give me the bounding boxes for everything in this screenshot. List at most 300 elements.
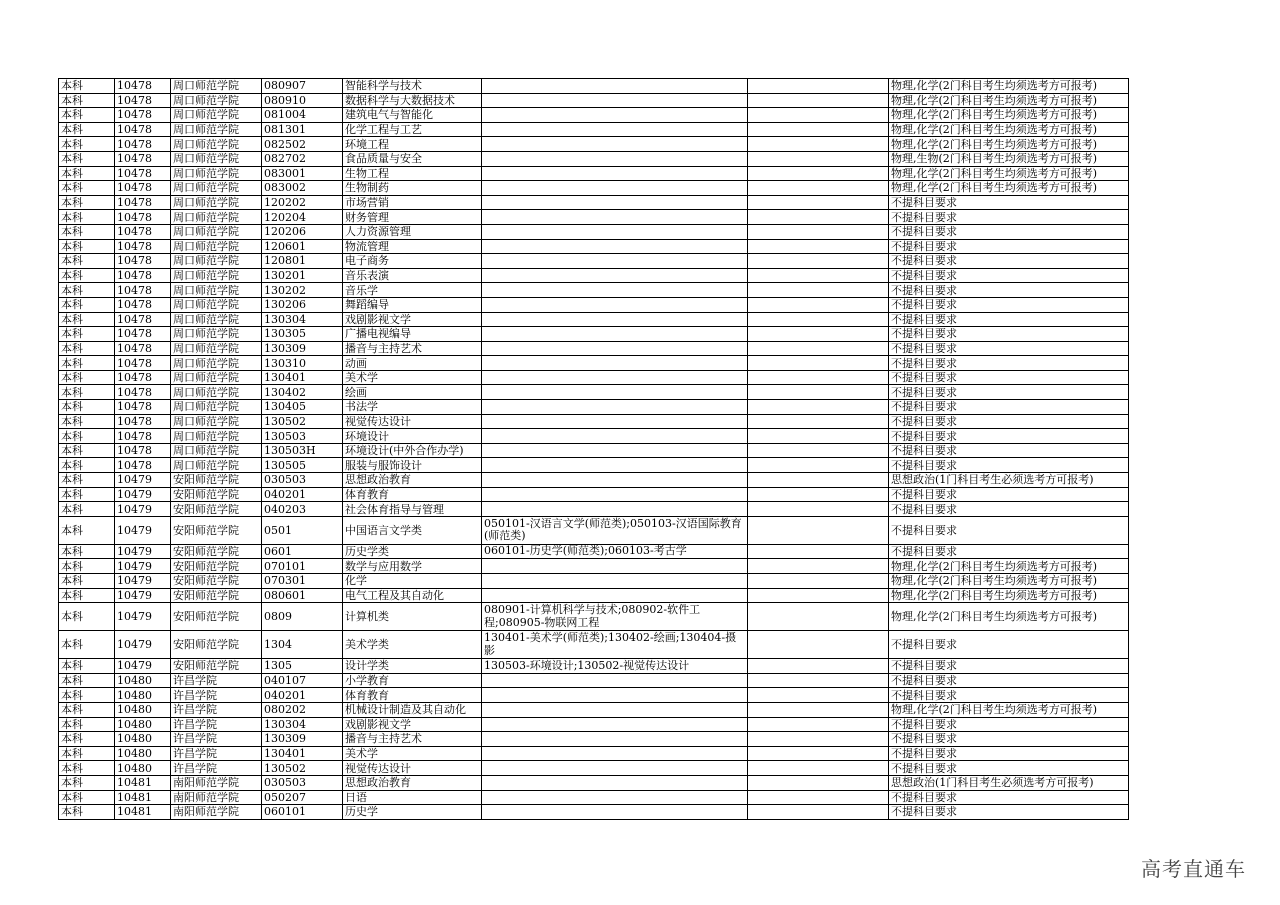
table-row xyxy=(59,268,1129,283)
major-name-cell: 舞蹈编导 xyxy=(343,297,482,312)
school-code-cell: 10479 xyxy=(115,659,171,674)
included-majors-cell xyxy=(482,790,748,805)
table-row xyxy=(59,790,1129,805)
major-name-cell: 音乐表演 xyxy=(343,268,482,283)
major-code-cell: 130305 xyxy=(262,327,343,342)
table-row xyxy=(59,761,1129,776)
level-cell: 本科 xyxy=(59,732,115,747)
level-cell: 本科 xyxy=(59,516,115,544)
school-code-cell: 10481 xyxy=(115,775,171,790)
major-name-cell: 戏剧影视文学 xyxy=(343,717,482,732)
subject-requirement-cell: 物理,生物(2门科目考生均须选考方可报考) xyxy=(889,151,1129,166)
school-name-cell: 许昌学院 xyxy=(171,746,262,761)
included-majors-cell xyxy=(482,254,748,269)
included-majors-cell xyxy=(482,195,748,210)
major-name-cell: 视觉传达设计 xyxy=(343,414,482,429)
included-majors-cell: 080901-计算机科学与技术;080902-软件工程;080905-物联网工程 xyxy=(482,603,748,631)
major-code-cell: 130505 xyxy=(262,458,343,473)
table-row xyxy=(59,574,1129,589)
major-code-cell: 130309 xyxy=(262,732,343,747)
school-name-cell: 安阳师范学院 xyxy=(171,588,262,603)
school-code-cell: 10478 xyxy=(115,385,171,400)
notes-cell xyxy=(748,341,889,356)
level-cell: 本科 xyxy=(59,400,115,415)
notes-cell xyxy=(748,487,889,502)
admission-requirements-table xyxy=(58,78,1129,820)
notes-cell xyxy=(748,732,889,747)
included-majors-cell xyxy=(482,717,748,732)
major-name-cell: 数学与应用数学 xyxy=(343,559,482,574)
school-code-cell: 10478 xyxy=(115,210,171,225)
table-row xyxy=(59,108,1129,123)
subject-requirement-cell: 不提科目要求 xyxy=(889,429,1129,444)
included-majors-cell xyxy=(482,574,748,589)
major-code-cell: 130310 xyxy=(262,356,343,371)
major-code-cell: 130503 xyxy=(262,429,343,444)
level-cell: 本科 xyxy=(59,673,115,688)
included-majors-cell xyxy=(482,356,748,371)
subject-requirement-cell: 物理,化学(2门科目考生均须选考方可报考) xyxy=(889,574,1129,589)
major-code-cell: 070301 xyxy=(262,574,343,589)
level-cell: 本科 xyxy=(59,166,115,181)
notes-cell xyxy=(748,181,889,196)
school-name-cell: 周口师范学院 xyxy=(171,79,262,94)
subject-requirement-cell: 不提科目要求 xyxy=(889,268,1129,283)
school-code-cell: 10478 xyxy=(115,79,171,94)
school-code-cell: 10478 xyxy=(115,268,171,283)
school-code-cell: 10480 xyxy=(115,746,171,761)
level-cell: 本科 xyxy=(59,93,115,108)
included-majors-cell xyxy=(482,122,748,137)
school-name-cell: 周口师范学院 xyxy=(171,297,262,312)
school-code-cell: 10478 xyxy=(115,356,171,371)
level-cell: 本科 xyxy=(59,181,115,196)
included-majors-cell xyxy=(482,181,748,196)
table-row xyxy=(59,603,1129,631)
notes-cell xyxy=(748,717,889,732)
subject-requirement-cell: 不提科目要求 xyxy=(889,761,1129,776)
major-code-cell: 130405 xyxy=(262,400,343,415)
level-cell: 本科 xyxy=(59,370,115,385)
included-majors-cell xyxy=(482,400,748,415)
school-name-cell: 安阳师范学院 xyxy=(171,487,262,502)
included-majors-cell xyxy=(482,137,748,152)
school-name-cell: 周口师范学院 xyxy=(171,93,262,108)
level-cell: 本科 xyxy=(59,688,115,703)
school-code-cell: 10479 xyxy=(115,544,171,559)
school-name-cell: 周口师范学院 xyxy=(171,283,262,298)
level-cell: 本科 xyxy=(59,151,115,166)
major-name-cell: 播音与主持艺术 xyxy=(343,732,482,747)
table-row xyxy=(59,746,1129,761)
table-row xyxy=(59,732,1129,747)
table-row xyxy=(59,356,1129,371)
subject-requirement-cell: 不提科目要求 xyxy=(889,297,1129,312)
table-row xyxy=(59,122,1129,137)
school-name-cell: 安阳师范学院 xyxy=(171,559,262,574)
included-majors-cell xyxy=(482,414,748,429)
major-code-cell: 040201 xyxy=(262,487,343,502)
major-code-cell: 1304 xyxy=(262,631,343,659)
major-name-cell: 播音与主持艺术 xyxy=(343,341,482,356)
level-cell: 本科 xyxy=(59,254,115,269)
subject-requirement-cell: 不提科目要求 xyxy=(889,195,1129,210)
included-majors-cell: 050101-汉语言文学(师范类);050103-汉语国际教育(师范类) xyxy=(482,516,748,544)
subject-requirement-cell: 不提科目要求 xyxy=(889,210,1129,225)
notes-cell xyxy=(748,414,889,429)
notes-cell xyxy=(748,473,889,488)
level-cell: 本科 xyxy=(59,487,115,502)
major-name-cell: 思想政治教育 xyxy=(343,473,482,488)
included-majors-cell xyxy=(482,805,748,820)
level-cell: 本科 xyxy=(59,702,115,717)
school-code-cell: 10479 xyxy=(115,588,171,603)
notes-cell xyxy=(748,790,889,805)
notes-cell xyxy=(748,588,889,603)
subject-requirement-cell: 物理,化学(2门科目考生均须选考方可报考) xyxy=(889,166,1129,181)
level-cell: 本科 xyxy=(59,108,115,123)
major-code-cell: 130402 xyxy=(262,385,343,400)
major-code-cell: 130304 xyxy=(262,717,343,732)
table-row xyxy=(59,673,1129,688)
subject-requirement-cell: 不提科目要求 xyxy=(889,312,1129,327)
level-cell: 本科 xyxy=(59,559,115,574)
major-code-cell: 130202 xyxy=(262,283,343,298)
major-name-cell: 美术学 xyxy=(343,746,482,761)
included-majors-cell xyxy=(482,443,748,458)
major-code-cell: 130401 xyxy=(262,370,343,385)
major-code-cell: 040201 xyxy=(262,688,343,703)
table-body xyxy=(59,79,1129,820)
notes-cell xyxy=(748,224,889,239)
subject-requirement-cell: 不提科目要求 xyxy=(889,458,1129,473)
table-row xyxy=(59,137,1129,152)
major-name-cell: 计算机类 xyxy=(343,603,482,631)
school-code-cell: 10481 xyxy=(115,805,171,820)
major-name-cell: 广播电视编导 xyxy=(343,327,482,342)
school-name-cell: 周口师范学院 xyxy=(171,195,262,210)
table-row xyxy=(59,79,1129,94)
school-code-cell: 10479 xyxy=(115,516,171,544)
major-code-cell: 050207 xyxy=(262,790,343,805)
school-name-cell: 周口师范学院 xyxy=(171,312,262,327)
subject-requirement-cell: 不提科目要求 xyxy=(889,327,1129,342)
table-row xyxy=(59,805,1129,820)
school-code-cell: 10478 xyxy=(115,458,171,473)
subject-requirement-cell: 不提科目要求 xyxy=(889,688,1129,703)
subject-requirement-cell: 不提科目要求 xyxy=(889,502,1129,517)
major-code-cell: 120202 xyxy=(262,195,343,210)
major-code-cell: 070101 xyxy=(262,559,343,574)
level-cell: 本科 xyxy=(59,122,115,137)
major-code-cell: 130401 xyxy=(262,746,343,761)
notes-cell xyxy=(748,166,889,181)
school-code-cell: 10478 xyxy=(115,400,171,415)
major-code-cell: 040107 xyxy=(262,673,343,688)
school-name-cell: 南阳师范学院 xyxy=(171,775,262,790)
table-row xyxy=(59,254,1129,269)
subject-requirement-cell: 不提科目要求 xyxy=(889,631,1129,659)
included-majors-cell xyxy=(482,312,748,327)
included-majors-cell: 060101-历史学(师范类);060103-考古学 xyxy=(482,544,748,559)
subject-requirement-cell: 不提科目要求 xyxy=(889,790,1129,805)
level-cell: 本科 xyxy=(59,790,115,805)
level-cell: 本科 xyxy=(59,79,115,94)
included-majors-cell xyxy=(482,559,748,574)
level-cell: 本科 xyxy=(59,327,115,342)
school-code-cell: 10478 xyxy=(115,239,171,254)
table-row xyxy=(59,210,1129,225)
notes-cell xyxy=(748,93,889,108)
major-name-cell: 日语 xyxy=(343,790,482,805)
notes-cell xyxy=(748,137,889,152)
school-name-cell: 周口师范学院 xyxy=(171,458,262,473)
major-code-cell: 120206 xyxy=(262,224,343,239)
included-majors-cell xyxy=(482,108,748,123)
subject-requirement-cell: 物理,化学(2门科目考生均须选考方可报考) xyxy=(889,108,1129,123)
level-cell: 本科 xyxy=(59,544,115,559)
major-name-cell: 机械设计制造及其自动化 xyxy=(343,702,482,717)
major-name-cell: 历史学类 xyxy=(343,544,482,559)
school-name-cell: 许昌学院 xyxy=(171,702,262,717)
notes-cell xyxy=(748,659,889,674)
school-name-cell: 周口师范学院 xyxy=(171,166,262,181)
major-name-cell: 戏剧影视文学 xyxy=(343,312,482,327)
subject-requirement-cell: 不提科目要求 xyxy=(889,239,1129,254)
included-majors-cell xyxy=(482,370,748,385)
school-name-cell: 周口师范学院 xyxy=(171,108,262,123)
level-cell: 本科 xyxy=(59,659,115,674)
notes-cell xyxy=(748,297,889,312)
major-name-cell: 动画 xyxy=(343,356,482,371)
major-code-cell: 120601 xyxy=(262,239,343,254)
table-row xyxy=(59,400,1129,415)
subject-requirement-cell: 不提科目要求 xyxy=(889,414,1129,429)
major-code-cell: 080910 xyxy=(262,93,343,108)
included-majors-cell xyxy=(482,732,748,747)
major-name-cell: 音乐学 xyxy=(343,283,482,298)
school-name-cell: 周口师范学院 xyxy=(171,181,262,196)
included-majors-cell xyxy=(482,588,748,603)
table-row xyxy=(59,370,1129,385)
watermark: 高考直通车 xyxy=(1141,857,1246,881)
subject-requirement-cell: 不提科目要求 xyxy=(889,516,1129,544)
subject-requirement-cell: 不提科目要求 xyxy=(889,717,1129,732)
table-row xyxy=(59,239,1129,254)
major-name-cell: 设计学类 xyxy=(343,659,482,674)
major-name-cell: 美术学 xyxy=(343,370,482,385)
major-code-cell: 081301 xyxy=(262,122,343,137)
subject-requirement-cell: 不提科目要求 xyxy=(889,283,1129,298)
subject-requirement-cell: 物理,化学(2门科目考生均须选考方可报考) xyxy=(889,603,1129,631)
notes-cell xyxy=(748,370,889,385)
table-row xyxy=(59,429,1129,444)
school-name-cell: 周口师范学院 xyxy=(171,210,262,225)
school-code-cell: 10479 xyxy=(115,473,171,488)
subject-requirement-cell: 物理,化学(2门科目考生均须选考方可报考) xyxy=(889,93,1129,108)
major-code-cell: 0501 xyxy=(262,516,343,544)
major-code-cell: 130309 xyxy=(262,341,343,356)
school-name-cell: 许昌学院 xyxy=(171,673,262,688)
major-name-cell: 小学教育 xyxy=(343,673,482,688)
level-cell: 本科 xyxy=(59,224,115,239)
included-majors-cell xyxy=(482,702,748,717)
included-majors-cell xyxy=(482,327,748,342)
table-row xyxy=(59,502,1129,517)
major-code-cell: 040203 xyxy=(262,502,343,517)
school-name-cell: 周口师范学院 xyxy=(171,356,262,371)
level-cell: 本科 xyxy=(59,603,115,631)
major-name-cell: 电子商务 xyxy=(343,254,482,269)
notes-cell xyxy=(748,516,889,544)
subject-requirement-cell: 不提科目要求 xyxy=(889,385,1129,400)
table-row xyxy=(59,559,1129,574)
included-majors-cell: 130401-美术学(师范类);130402-绘画;130404-摄影 xyxy=(482,631,748,659)
subject-requirement-cell: 不提科目要求 xyxy=(889,370,1129,385)
table-row xyxy=(59,702,1129,717)
table-row xyxy=(59,688,1129,703)
included-majors-cell xyxy=(482,385,748,400)
level-cell: 本科 xyxy=(59,195,115,210)
included-majors-cell xyxy=(482,93,748,108)
subject-requirement-cell: 不提科目要求 xyxy=(889,746,1129,761)
subject-requirement-cell: 物理,化学(2门科目考生均须选考方可报考) xyxy=(889,79,1129,94)
level-cell: 本科 xyxy=(59,429,115,444)
level-cell: 本科 xyxy=(59,775,115,790)
school-name-cell: 周口师范学院 xyxy=(171,385,262,400)
table-row xyxy=(59,458,1129,473)
school-code-cell: 10480 xyxy=(115,702,171,717)
table-row xyxy=(59,341,1129,356)
table-row xyxy=(59,544,1129,559)
major-name-cell: 中国语言文学类 xyxy=(343,516,482,544)
notes-cell xyxy=(748,356,889,371)
included-majors-cell xyxy=(482,761,748,776)
school-code-cell: 10480 xyxy=(115,673,171,688)
notes-cell xyxy=(748,151,889,166)
school-name-cell: 许昌学院 xyxy=(171,761,262,776)
major-name-cell: 人力资源管理 xyxy=(343,224,482,239)
major-code-cell: 080907 xyxy=(262,79,343,94)
subject-requirement-cell: 不提科目要求 xyxy=(889,487,1129,502)
table-row xyxy=(59,151,1129,166)
school-name-cell: 周口师范学院 xyxy=(171,414,262,429)
major-name-cell: 生物制药 xyxy=(343,181,482,196)
included-majors-cell xyxy=(482,487,748,502)
table-row xyxy=(59,327,1129,342)
school-name-cell: 周口师范学院 xyxy=(171,429,262,444)
notes-cell xyxy=(748,673,889,688)
notes-cell xyxy=(748,268,889,283)
major-name-cell: 环境设计 xyxy=(343,429,482,444)
major-name-cell: 智能科学与技术 xyxy=(343,79,482,94)
notes-cell xyxy=(748,79,889,94)
notes-cell xyxy=(748,603,889,631)
table-row xyxy=(59,283,1129,298)
table-row xyxy=(59,414,1129,429)
major-name-cell: 体育教育 xyxy=(343,487,482,502)
major-code-cell: 083001 xyxy=(262,166,343,181)
major-name-cell: 绘画 xyxy=(343,385,482,400)
school-code-cell: 10478 xyxy=(115,327,171,342)
level-cell: 本科 xyxy=(59,473,115,488)
school-code-cell: 10479 xyxy=(115,559,171,574)
school-code-cell: 10478 xyxy=(115,370,171,385)
school-name-cell: 周口师范学院 xyxy=(171,224,262,239)
major-name-cell: 书法学 xyxy=(343,400,482,415)
school-name-cell: 安阳师范学院 xyxy=(171,659,262,674)
school-name-cell: 周口师范学院 xyxy=(171,254,262,269)
included-majors-cell xyxy=(482,673,748,688)
school-name-cell: 周口师范学院 xyxy=(171,341,262,356)
school-name-cell: 周口师范学院 xyxy=(171,370,262,385)
table-row xyxy=(59,631,1129,659)
major-name-cell: 电气工程及其自动化 xyxy=(343,588,482,603)
major-name-cell: 历史学 xyxy=(343,805,482,820)
subject-requirement-cell: 不提科目要求 xyxy=(889,356,1129,371)
major-code-cell: 130304 xyxy=(262,312,343,327)
school-name-cell: 许昌学院 xyxy=(171,732,262,747)
subject-requirement-cell: 物理,化学(2门科目考生均须选考方可报考) xyxy=(889,137,1129,152)
school-code-cell: 10478 xyxy=(115,297,171,312)
subject-requirement-cell: 不提科目要求 xyxy=(889,400,1129,415)
school-name-cell: 南阳师范学院 xyxy=(171,790,262,805)
included-majors-cell xyxy=(482,239,748,254)
school-code-cell: 10478 xyxy=(115,443,171,458)
major-name-cell: 思想政治教育 xyxy=(343,775,482,790)
notes-cell xyxy=(748,502,889,517)
school-code-cell: 10479 xyxy=(115,487,171,502)
school-code-cell: 10479 xyxy=(115,603,171,631)
included-majors-cell xyxy=(482,775,748,790)
included-majors-cell xyxy=(482,502,748,517)
level-cell: 本科 xyxy=(59,297,115,312)
school-code-cell: 10478 xyxy=(115,151,171,166)
major-code-cell: 120801 xyxy=(262,254,343,269)
major-name-cell: 社会体育指导与管理 xyxy=(343,502,482,517)
included-majors-cell xyxy=(482,283,748,298)
included-majors-cell xyxy=(482,688,748,703)
level-cell: 本科 xyxy=(59,574,115,589)
school-code-cell: 10480 xyxy=(115,688,171,703)
school-name-cell: 安阳师范学院 xyxy=(171,544,262,559)
table-row xyxy=(59,385,1129,400)
major-code-cell: 083002 xyxy=(262,181,343,196)
subject-requirement-cell: 不提科目要求 xyxy=(889,805,1129,820)
school-name-cell: 安阳师范学院 xyxy=(171,574,262,589)
included-majors-cell xyxy=(482,473,748,488)
subject-requirement-cell: 不提科目要求 xyxy=(889,341,1129,356)
subject-requirement-cell: 不提科目要求 xyxy=(889,732,1129,747)
school-name-cell: 周口师范学院 xyxy=(171,151,262,166)
table-row xyxy=(59,195,1129,210)
level-cell: 本科 xyxy=(59,746,115,761)
school-name-cell: 安阳师范学院 xyxy=(171,631,262,659)
level-cell: 本科 xyxy=(59,717,115,732)
included-majors-cell xyxy=(482,746,748,761)
school-name-cell: 许昌学院 xyxy=(171,717,262,732)
included-majors-cell xyxy=(482,429,748,444)
school-name-cell: 安阳师范学院 xyxy=(171,516,262,544)
included-majors-cell xyxy=(482,297,748,312)
major-name-cell: 建筑电气与智能化 xyxy=(343,108,482,123)
major-name-cell: 环境设计(中外合作办学) xyxy=(343,443,482,458)
table-row xyxy=(59,166,1129,181)
notes-cell xyxy=(748,761,889,776)
subject-requirement-cell: 物理,化学(2门科目考生均须选考方可报考) xyxy=(889,122,1129,137)
school-code-cell: 10479 xyxy=(115,502,171,517)
subject-requirement-cell: 不提科目要求 xyxy=(889,224,1129,239)
